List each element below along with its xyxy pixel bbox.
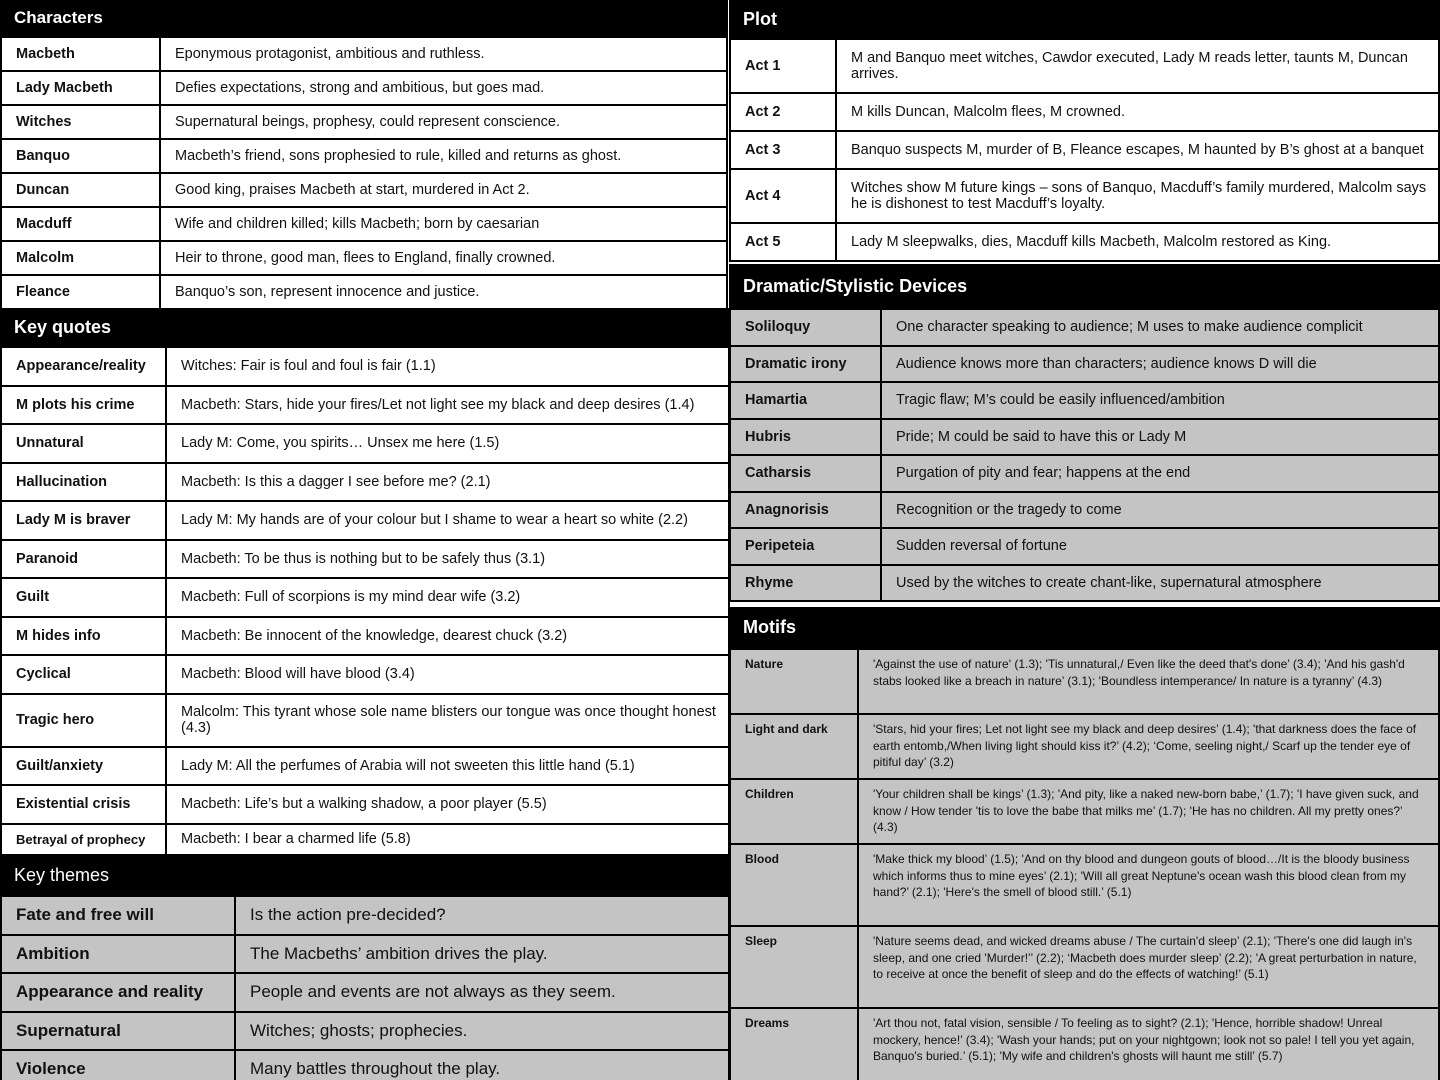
- device-name: Dramatic irony: [730, 346, 881, 383]
- character-description: Supernatural beings, prophesy, could represent conscience.: [160, 105, 727, 139]
- motif-quotes: 'Stars, hid your fires; Let not light see my black and deep desires’ (1.4); 'that darkness does the face of earth entomb,/When living light should kiss it?’ (4.2); ‘Come, seeling night,/ Scarf up the tender eye of pitiful day’ (3.2): [858, 714, 1439, 779]
- quote-theme: M plots his crime: [1, 386, 166, 425]
- quote-text: Lady M: All the perfumes of Arabia will not sweeten this little hand (5.1): [166, 747, 729, 786]
- table-row: [1, 694, 729, 747]
- table-row: [1, 501, 729, 540]
- quote-text: Malcolm: This tyrant whose sole name blisters our tongue was once thought honest (4.3): [166, 694, 729, 747]
- table-row: [1, 540, 729, 579]
- table-row: [1, 935, 729, 974]
- character-name: Macduff: [1, 207, 160, 241]
- characters-heading: Characters: [0, 0, 728, 36]
- key-themes-heading: Key themes: [0, 856, 730, 895]
- motifs-panel: [729, 607, 1440, 1080]
- table-row: [1, 824, 729, 855]
- table-row: [1, 973, 729, 1012]
- motif-name: Children: [730, 779, 858, 844]
- quote-text: Macbeth: Stars, hide your fires/Let not light see my black and deep desires (1.4): [166, 386, 729, 425]
- motif-quotes: 'Nature seems dead, and wicked dreams abuse / The curtain'd sleep’ (2.1); 'There's one did laugh in's sleep, and one cried 'Murder!’’ (2.2); ‘Macbeth does murder sleep’ (2.2); 'A great perturbation in nature, to receive at once the benefit of sleep and do the effects of watching!’ (5.1): [858, 926, 1439, 1008]
- quote-text: Macbeth: Be innocent of the knowledge, dearest chuck (3.2): [166, 617, 729, 656]
- theme-description: Witches; ghosts; prophecies.: [235, 1012, 729, 1051]
- table-row: [730, 346, 1439, 383]
- character-name: Witches: [1, 105, 160, 139]
- table-row: [730, 844, 1439, 926]
- table-row: [1, 275, 727, 309]
- device-name: Anagnorisis: [730, 492, 881, 529]
- act-label: Act 2: [730, 93, 836, 131]
- character-name: Banquo: [1, 139, 160, 173]
- key-themes-panel: [0, 856, 730, 1080]
- quote-theme: Appearance/reality: [1, 347, 166, 386]
- quote-text: Macbeth: I bear a charmed life (5.8): [166, 824, 729, 855]
- key-quotes-panel: [0, 308, 730, 856]
- theme-description: People and events are not always as they seem.: [235, 973, 729, 1012]
- device-description: One character speaking to audience; M uses to make audience complicit: [881, 309, 1439, 346]
- quote-theme: Unnatural: [1, 424, 166, 463]
- table-row: [1, 785, 729, 824]
- table-row: [730, 926, 1439, 1008]
- quote-text: Macbeth: Blood will have blood (3.4): [166, 655, 729, 694]
- key-quotes-table: [0, 346, 730, 856]
- quote-theme: Hallucination: [1, 463, 166, 502]
- quote-theme: Betrayal of prophecy: [1, 824, 166, 855]
- device-description: Pride; M could be said to have this or Lady M: [881, 419, 1439, 456]
- act-summary: Banquo suspects M, murder of B, Fleance escapes, M haunted by B’s ghost at a banquet: [836, 131, 1439, 169]
- quote-theme: Existential crisis: [1, 785, 166, 824]
- table-row: [1, 37, 727, 71]
- quote-theme: Cyclical: [1, 655, 166, 694]
- table-row: [1, 386, 729, 425]
- motif-name: Nature: [730, 649, 858, 714]
- table-row: [1, 424, 729, 463]
- table-row: [730, 39, 1439, 93]
- quote-theme: Lady M is braver: [1, 501, 166, 540]
- table-row: [1, 1012, 729, 1051]
- table-row: [730, 565, 1439, 602]
- table-row: [1, 617, 729, 656]
- character-name: Malcolm: [1, 241, 160, 275]
- plot-table: [729, 38, 1440, 262]
- quote-text: Macbeth: To be thus is nothing but to be safely thus (3.1): [166, 540, 729, 579]
- table-row: [730, 1008, 1439, 1080]
- motif-name: Blood: [730, 844, 858, 926]
- quote-theme: M hides info: [1, 617, 166, 656]
- motif-quotes: 'Make thick my blood’ (1.5); 'And on thy blood and dungeon gouts of blood…/It is the bloody business which informs thus to mine eyes’ (2.1); 'Will all great Neptune's ocean wash this blood clean from my hand?’ (2.1); 'Here's the smell of blood still.’ (5.1): [858, 844, 1439, 926]
- table-row: [730, 169, 1439, 223]
- quote-theme: Guilt: [1, 578, 166, 617]
- quote-theme: Tragic hero: [1, 694, 166, 747]
- quote-text: Lady M: Come, you spirits… Unsex me here (1.5): [166, 424, 729, 463]
- act-summary: M kills Duncan, Malcolm flees, M crowned.: [836, 93, 1439, 131]
- table-row: [1, 347, 729, 386]
- motifs-table: [729, 648, 1440, 1080]
- table-row: [730, 223, 1439, 261]
- table-row: [730, 714, 1439, 779]
- motif-name: Light and dark: [730, 714, 858, 779]
- motif-name: Dreams: [730, 1008, 858, 1080]
- key-quotes-heading: Key quotes: [0, 308, 730, 346]
- act-label: Act 4: [730, 169, 836, 223]
- act-label: Act 1: [730, 39, 836, 93]
- device-name: Soliloquy: [730, 309, 881, 346]
- table-row: [1, 71, 727, 105]
- quote-theme: Paranoid: [1, 540, 166, 579]
- table-row: [1, 463, 729, 502]
- table-row: [1, 578, 729, 617]
- table-row: [1, 655, 729, 694]
- act-label: Act 5: [730, 223, 836, 261]
- table-row: [730, 492, 1439, 529]
- motif-quotes: 'Against the use of nature' (1.3); 'Tis unnatural,/ Even like the deed that's done’ (3.4); 'And his gash'd stabs looked like a breach in nature’ (3.1); 'Boundless intemperance/ In nature is a tyranny’ (4.3): [858, 649, 1439, 714]
- theme-name: Fate and free will: [1, 896, 235, 935]
- device-name: Catharsis: [730, 455, 881, 492]
- device-name: Peripeteia: [730, 528, 881, 565]
- character-name: Lady Macbeth: [1, 71, 160, 105]
- device-name: Hubris: [730, 419, 881, 456]
- table-row: [1, 207, 727, 241]
- table-row: [730, 131, 1439, 169]
- table-row: [1, 105, 727, 139]
- device-description: Used by the witches to create chant-like, supernatural atmosphere: [881, 565, 1439, 602]
- theme-name: Supernatural: [1, 1012, 235, 1051]
- table-row: [1, 1050, 729, 1080]
- theme-name: Ambition: [1, 935, 235, 974]
- theme-name: Violence: [1, 1050, 235, 1080]
- character-name: Macbeth: [1, 37, 160, 71]
- motifs-heading: Motifs: [729, 607, 1440, 648]
- quote-text: Lady M: My hands are of your colour but I shame to wear a heart so white (2.2): [166, 501, 729, 540]
- table-row: [1, 747, 729, 786]
- table-row: [730, 455, 1439, 492]
- quote-theme: Guilt/anxiety: [1, 747, 166, 786]
- quote-text: Witches: Fair is foul and foul is fair (1.1): [166, 347, 729, 386]
- character-name: Fleance: [1, 275, 160, 309]
- table-row: [1, 173, 727, 207]
- act-summary: Witches show M future kings – sons of Banquo, Macduff’s family murdered, Malcolm says he is dishonest to test Macduff’s loyalty.: [836, 169, 1439, 223]
- device-description: Tragic flaw; M’s could be easily influenced/ambition: [881, 382, 1439, 419]
- plot-heading: Plot: [729, 0, 1440, 38]
- character-description: Eponymous protagonist, ambitious and ruthless.: [160, 37, 727, 71]
- plot-panel: [729, 0, 1440, 262]
- theme-description: The Macbeths’ ambition drives the play.: [235, 935, 729, 974]
- table-row: [1, 139, 727, 173]
- characters-table: [0, 36, 728, 310]
- devices-table: [729, 308, 1440, 602]
- act-summary: M and Banquo meet witches, Cawdor executed, Lady M reads letter, taunts M, Duncan arrives.: [836, 39, 1439, 93]
- key-themes-table: [0, 895, 730, 1080]
- character-description: Wife and children killed; kills Macbeth; born by caesarian: [160, 207, 727, 241]
- character-description: Heir to throne, good man, flees to England, finally crowned.: [160, 241, 727, 275]
- table-row: [730, 779, 1439, 844]
- device-description: Audience knows more than characters; audience knows D will die: [881, 346, 1439, 383]
- character-name: Duncan: [1, 173, 160, 207]
- table-row: [730, 309, 1439, 346]
- characters-panel: [0, 0, 728, 310]
- table-row: [730, 528, 1439, 565]
- motif-quotes: 'Art thou not, fatal vision, sensible / To feeling as to sight? (2.1); 'Hence, horrible shadow! Unreal mockery, hence!’ (3.4); 'Wash your hands; put on your nightgown; look not so pale! I tell you yet again, Banquo's buried.’ (5.1); 'My wife and children's ghosts will haunt me still’ (5.7): [858, 1008, 1439, 1080]
- character-description: Good king, praises Macbeth at start, murdered in Act 2.: [160, 173, 727, 207]
- character-description: Macbeth’s friend, sons prophesied to rule, killed and returns as ghost.: [160, 139, 727, 173]
- devices-heading: Dramatic/Stylistic Devices: [729, 264, 1440, 308]
- table-row: [1, 896, 729, 935]
- device-description: Recognition or the tragedy to come: [881, 492, 1439, 529]
- device-description: Purgation of pity and fear; happens at the end: [881, 455, 1439, 492]
- character-description: Defies expectations, strong and ambitious, but goes mad.: [160, 71, 727, 105]
- quote-text: Macbeth: Full of scorpions is my mind dear wife (3.2): [166, 578, 729, 617]
- device-name: Hamartia: [730, 382, 881, 419]
- character-description: Banquo’s son, represent innocence and justice.: [160, 275, 727, 309]
- table-row: [730, 419, 1439, 456]
- table-row: [1, 241, 727, 275]
- devices-panel: [729, 264, 1440, 602]
- quote-text: Macbeth: Is this a dagger I see before me? (2.1): [166, 463, 729, 502]
- motif-quotes: 'Your children shall be kings’ (1.3); 'And pity, like a naked new-born babe,’ (1.7); 'I have given suck, and know / How tender 'tis to love the babe that milks me’ (1.7); 'He has no children. All my pretty ones?’ (4.3): [858, 779, 1439, 844]
- motif-name: Sleep: [730, 926, 858, 1008]
- table-row: [730, 93, 1439, 131]
- theme-description: Is the action pre-decided?: [235, 896, 729, 935]
- theme-description: Many battles throughout the play.: [235, 1050, 729, 1080]
- theme-name: Appearance and reality: [1, 973, 235, 1012]
- device-name: Rhyme: [730, 565, 881, 602]
- table-row: [730, 649, 1439, 714]
- device-description: Sudden reversal of fortune: [881, 528, 1439, 565]
- act-summary: Lady M sleepwalks, dies, Macduff kills Macbeth, Malcolm restored as King.: [836, 223, 1439, 261]
- act-label: Act 3: [730, 131, 836, 169]
- quote-text: Macbeth: Life’s but a walking shadow, a poor player (5.5): [166, 785, 729, 824]
- table-row: [730, 382, 1439, 419]
